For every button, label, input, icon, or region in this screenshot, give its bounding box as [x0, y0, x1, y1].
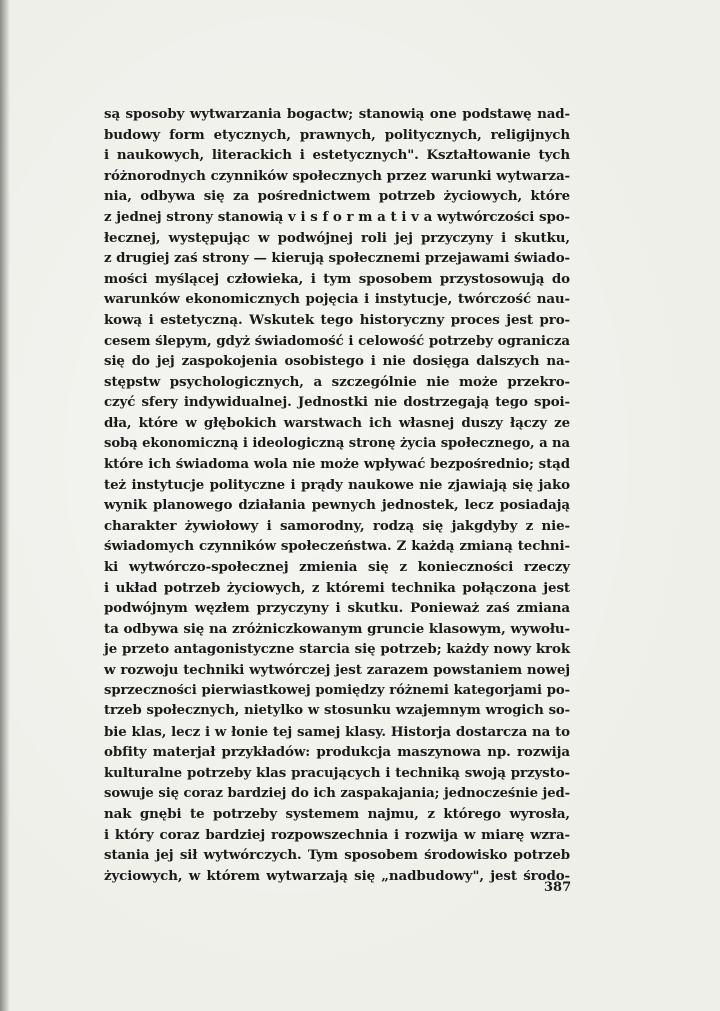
text-line: w rozwoju techniki wytwórczej jest zarazem powstaniem nowej [104, 662, 570, 679]
text-line: nia, odbywa się za pośrednictwem potrzeb życiowych, które [104, 188, 570, 205]
text-line: mości myślącej człowieka, i tym sposobem przystosowują do [104, 270, 570, 287]
text-line: się do jej zaspokojenia osobistego i nie dosięga dalszych na- [104, 353, 570, 370]
text-line: cesem ślepym, gdyż świadomość i celowość potrzeby ogranicza [104, 332, 570, 349]
text-line: ki wytwórczo-społecznej zmienia się z konieczności rzeczy [104, 559, 570, 576]
text-line: świadomych czynników społeczeństwa. Z każdą zmianą techni- [104, 538, 570, 555]
text-line: które ich świadoma wola nie może wpływać bezpośrednio; stąd [104, 456, 570, 473]
body-text [104, 104, 570, 887]
text-line: podwójnym węzłem przyczyny i skutku. Ponieważ zaś zmiana [104, 600, 570, 617]
text-line: i naukowych, literackich i estetycznych". Kształtowanie tych [104, 147, 570, 164]
text-line: są sposoby wytwarzania bogactw; stanowią one podstawę nad- [104, 106, 570, 122]
text-line: wynik planowego działania pewnych jednostek, lecz posiadają [104, 497, 570, 514]
text-line: sprzeczności pierwiastkowej pomiędzy różnemi kategorjami po- [104, 682, 570, 698]
text-line: łecznej, występując w podwójnej roli jej przyczyny i skutku, [104, 229, 570, 246]
text-line: z jednej strony stanowią v i s f o r m a t i v a wytwórczości spo- [104, 208, 570, 225]
text-line: stępstw psychologicznych, a szczególnie nie może przekro- [104, 373, 570, 390]
text-line: je przeto antagonistyczne starcia się potrzeb; każdy nowy krok [104, 641, 570, 658]
text-line: różnorodnych czynników społecznych przez warunki wytwarza- [104, 167, 570, 184]
page-number: 387 [544, 880, 572, 895]
text-line: trzeb społecznych, nietylko w stosunku wzajemnym wrogich so- [104, 703, 570, 719]
text-line: też instytucje polityczne i prądy naukowe nie zjawiają się jako [104, 476, 570, 493]
text-line: życiowych, w którem wytwarzają się „nadbudowy", jest środo- [104, 867, 570, 884]
page-edge-shadow [0, 0, 10, 1011]
text-line: obfity materjał przykładów: produkcja maszynowa np. rozwija [104, 744, 570, 761]
text-line: z drugiej zaś strony — kierują społecznemi przejawami świado- [104, 250, 570, 267]
text-line: kową i estetyczną. Wskutek tego historyczny proces jest pro- [104, 311, 570, 328]
text-line: ta odbywa się na zróżniczkowanym gruncie klasowym, wywołu- [104, 620, 570, 637]
text-line: i układ potrzeb życiowych, z któremi technika połączona jest [104, 579, 570, 596]
text-line: i który coraz bardziej rozpowszechnia i rozwija w miarę wzra- [104, 826, 570, 843]
text-line: kulturalne potrzeby klas pracujących i techniką swoją przysto- [104, 765, 570, 781]
text-line: dła, które w głębokich warstwach ich własnej duszy łączy ze [104, 414, 570, 431]
text-line: sobą ekonomiczną i ideologiczną stronę życia społecznego, a na [104, 435, 570, 451]
text-line: stania jej sił wytwórczych. Tym sposobem środowisko potrzeb [104, 847, 570, 864]
text-line: charakter żywiołowy i samorodny, rodzą się jakgdyby z nie- [104, 517, 570, 534]
text-line: budowy form etycznych, prawnych, politycznych, religijnych [104, 126, 570, 143]
text-line: warunków ekonomicznych pojęcia i instytucje, twórczość nau- [104, 291, 570, 308]
text-line: sowuje się coraz bardziej do ich zaspakajania; jednocześnie jed- [104, 785, 570, 801]
text-line: czyć sfery indywidualnej. Jednostki nie dostrzegają tego spoi- [104, 394, 570, 411]
text-line: nak gnębi te potrzeby systemem najmu, z którego wyrosła, [104, 806, 570, 823]
text-line: bie klas, lecz i w łonie tej samej klasy. Historja dostarcza na to [104, 723, 570, 740]
